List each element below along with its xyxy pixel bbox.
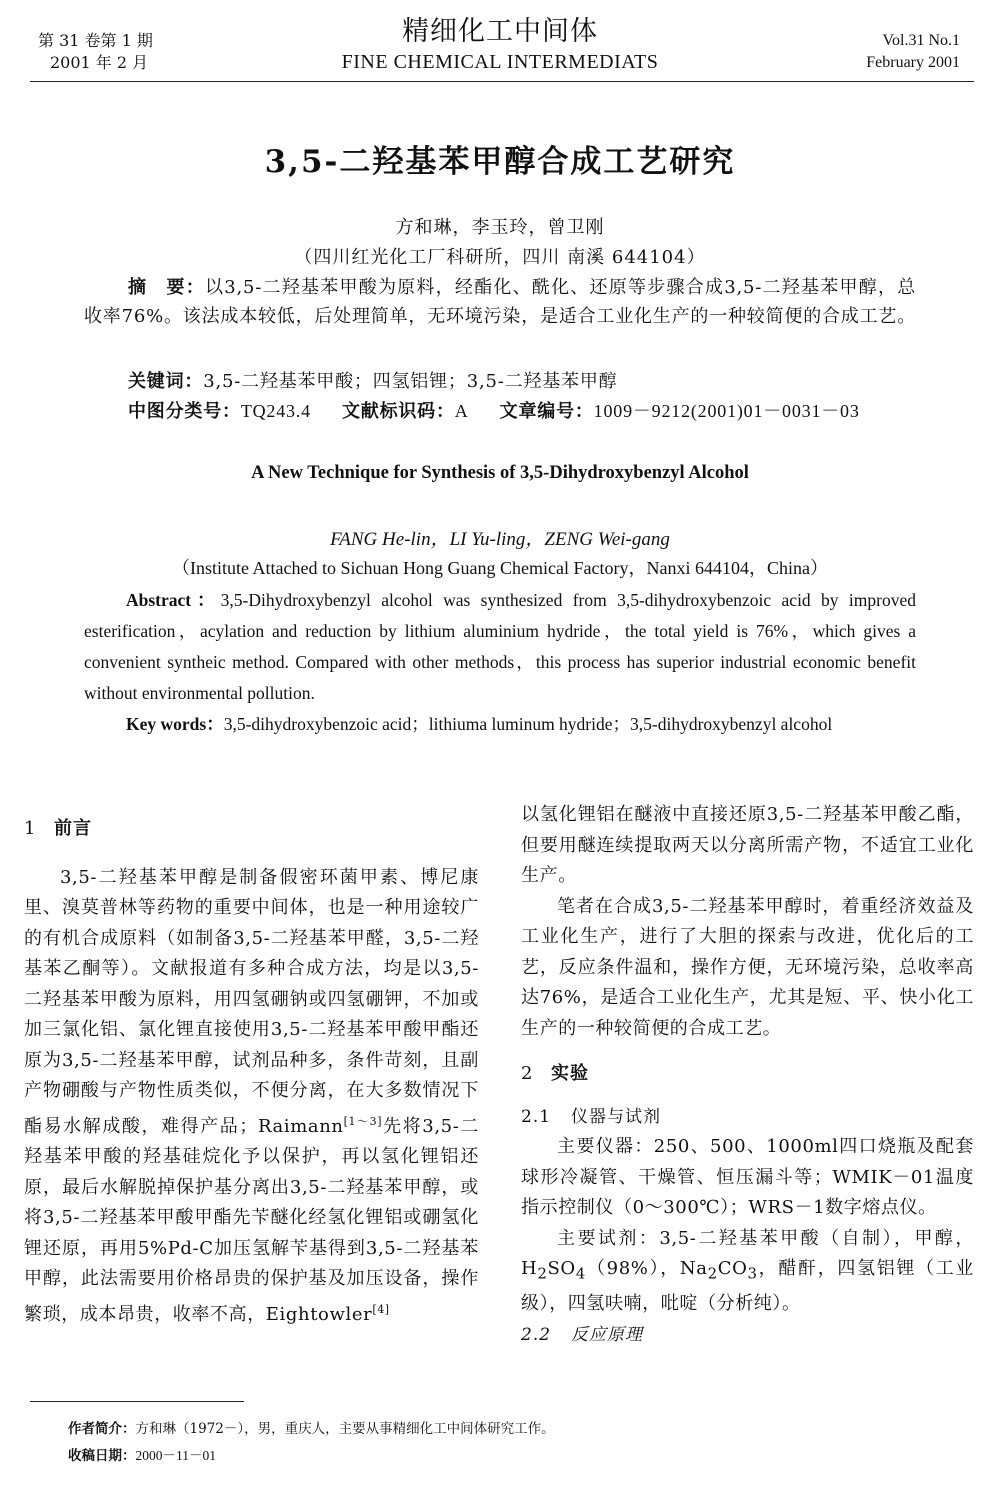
section-2-title: 实验 (551, 1063, 589, 1084)
keywords-cn (84, 367, 916, 396)
reagents-text-c: （98%），Na (585, 1258, 708, 1279)
section-2-1-title: 仪器与试剂 (571, 1106, 661, 1127)
journal-name (290, 14, 710, 74)
sub-2b: 2 (707, 1264, 718, 1283)
intro-text-a: 3,5-二羟基苯甲醇是制备假密环菌甲素、博尼康里、溴莫普林等药物的重要中间体，也是一种用途较广的有机合成原料（如制备3,5-二羟基苯甲醛，3,5-二羟基苯乙酮等）。文献报道有多种合成方法，均是以3,5-二羟基苯甲酸为原料，用四氢硼钠或四氢硼钾，不加或加三氯化铝、氯化锂直接使用3,5-二羟基苯甲酸甲酯还原为3,5-二羟基苯甲醇，试剂品种多，条件苛刻，且副产物硼酸与产物性质类似，不便分离，在大多数情况下酯易水解成酸，难得产品；Raimann (24, 866, 479, 1137)
volume-cn: 第 31 卷第 1 期 (38, 31, 153, 50)
keywords-en-text: 3,5-dihydroxybenzoic acid；lithiuma luminum hydride；3,5-dihydroxybenzyl alcohol (223, 714, 833, 734)
right-column (521, 800, 974, 1350)
abstract-cn-text: 以3,5-二羟基苯甲酸为原料，经酯化、酰化、还原等步骤合成3,5-二羟基苯甲醇，总收率76%。该法成本较低，后处理简单，无环境污染，是适合工业化生产的一种较简便的合成工艺。 (84, 277, 917, 327)
sub-3: 3 (747, 1264, 758, 1283)
author-footnote (68, 1416, 555, 1442)
received-date-label: 收稿日期： (68, 1448, 136, 1464)
intro-text-b: 先将3,5-二羟基苯甲酸的羟基硅烷化予以保护，再以氢化锂铝还原，最后水解脱掉保护基分离出3,5-二羟基苯甲醇，或将3,5-二羟基苯甲酸甲酯先苄醚化经氢化锂铝或硼氢化锂还原，再用5%Pd-C加压氢解苄基得到3,5-二羟基苯甲醇，此法需要用价格昂贵的保护基及加压设备，操作繁琐，成本昂贵，收率不高，Eightowler (24, 1115, 479, 1325)
journal-name-en: FINE CHEMICAL INTERMEDIATS (341, 51, 659, 73)
affiliation-en: （Institute Attached to Sichuan Hong Guang Chemical Factory，Nanxi 644104，China） (172, 558, 828, 578)
affiliation-cn: （四川红光化工厂科研所，四川 南溪 644104） (294, 247, 706, 268)
clc-value: TQ243.4 (240, 401, 311, 421)
issue-info-cn (38, 30, 153, 74)
section-1-title: 前言 (54, 818, 92, 839)
reagents-paragraph (521, 1224, 974, 1320)
received-date (68, 1443, 216, 1469)
keywords-cn-label: 关键词： (128, 371, 204, 392)
abstract-cn (84, 273, 916, 331)
authors-en: FANG He-lin，LI Yu-ling，ZENG Wei-gang (330, 529, 670, 550)
clc-label: 中图分类号： (128, 401, 241, 422)
section-2-2-heading (521, 1320, 974, 1351)
instruments-paragraph: 主要仪器：250、500、1000ml四口烧瓶及配套球形冷凝管、干燥管、恒压漏斗等；WMIK－01温度指示控制仪（0～300℃）；WRS－1数字熔点仪。 (521, 1136, 974, 1218)
citation-4: [4] (372, 1302, 390, 1316)
authors-cn: 方和琳，李玉玲，曾卫刚 (395, 217, 605, 238)
date-en: February 2001 (866, 54, 960, 71)
reagents-text-d: CO (717, 1258, 748, 1279)
sub-2: 2 (537, 1264, 548, 1283)
sub-4: 4 (575, 1264, 586, 1283)
abstract-en (84, 585, 916, 709)
received-date-text: 2000－11－01 (135, 1448, 216, 1463)
section-2-heading (521, 1059, 974, 1090)
section-2-1-number: 2.1 (521, 1106, 552, 1127)
date-cn: 2001 年 2 月 (50, 53, 149, 72)
intro-paragraph-1 (24, 863, 479, 1331)
author-footnote-text: 方和琳（1972－），男，重庆人，主要从事精细化工中间体研究工作。 (135, 1421, 555, 1437)
author-footnote-label: 作者简介： (68, 1421, 136, 1437)
citation-1-3: [1～3] (343, 1114, 383, 1128)
section-2-number: 2 (521, 1063, 534, 1084)
article-no-value: 1009－9212(2001)01－0031－03 (593, 401, 860, 421)
intro-paragraph-2: 笔者在合成3,5-二羟基苯甲醇时，着重经济效益及工业化生产，进行了大胆的探索与改进，优化后的工艺，反应条件温和，操作方便，无环境污染，总收率高达76%，是适合工业化生产，尤其是短、平、快小化工生产的一种较简便的合成工艺。 (521, 895, 974, 1039)
doc-code-label: 文献标识码： (341, 401, 455, 422)
reagents-text-a: 主要试剂：3,5-二羟基苯甲酸（自制），甲醇，H (521, 1227, 974, 1279)
issue-info-en (866, 30, 960, 74)
section-1-number: 1 (24, 818, 37, 839)
intro-paragraph-1-continued: 以氢化锂铝在醚液中直接还原3,5-二羟基苯甲酸乙酯，但要用醚连续提取两天以分离所需产物，不适宜工业化生产。 (521, 804, 974, 886)
abstract-en-text: 3,5-Dihydroxybenzyl alcohol was synthesized from 3,5-dihydroxybenzoic acid by improved esterification，acylation and reduction by lithium aluminium hydride，the total yield is 76%，which gives a convenient syntheic method. Compared with other methods，this process has superior industrial economic benefit without environmental pollution. (84, 590, 917, 703)
reagents-text-b: SO (547, 1258, 576, 1279)
doc-code-value: A (454, 401, 469, 421)
keywords-en-label: Key words： (126, 714, 224, 734)
reagents-text-e: ，醋酐，四氢铝锂（工业级），四氢呋喃，吡啶（分析纯）。 (521, 1258, 974, 1315)
section-1-heading (24, 814, 479, 845)
section-2-2-number: 2.2 (521, 1324, 552, 1345)
paper-title-en: A New Technique for Synthesis of 3,5-Dihydroxybenzyl Alcohol (251, 463, 749, 483)
keywords-cn-text: 3,5-二羟基苯甲酸；四氢铝锂；3,5-二羟基苯甲醇 (203, 371, 618, 392)
left-column (24, 814, 479, 1330)
footnote-rule (30, 1401, 244, 1402)
section-2-2-title: 反应原理 (571, 1324, 643, 1345)
abstract-en-label: Abstract： (126, 590, 221, 610)
abstract-cn-label: 摘 要： (128, 277, 205, 298)
header-rule (30, 81, 974, 82)
section-2-1-heading (521, 1102, 974, 1133)
classification-line (84, 397, 916, 426)
volume-en: Vol.31 No.1 (882, 32, 960, 49)
article-no-label: 文章编号： (499, 401, 594, 422)
keywords-en (84, 709, 916, 740)
journal-name-cn: 精细化工中间体 (402, 16, 598, 47)
paper-title-cn: 3,5-二羟基苯甲醇合成工艺研究 (264, 144, 736, 180)
